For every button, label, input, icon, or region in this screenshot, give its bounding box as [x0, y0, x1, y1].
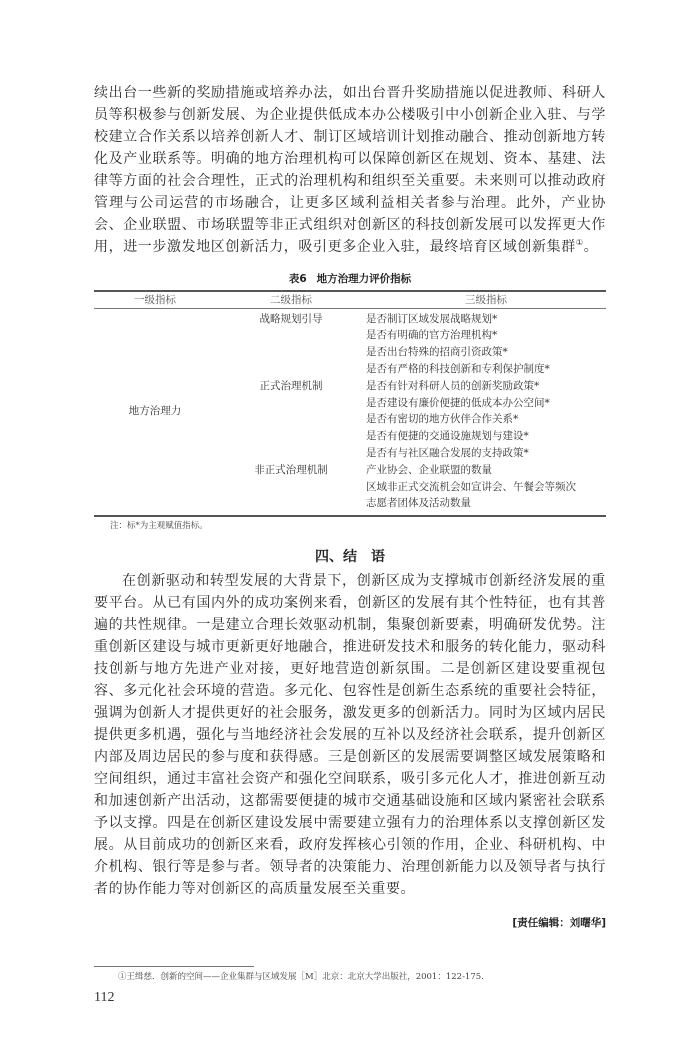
level3-cell: 是否有明确的官方治理机构*	[366, 329, 498, 342]
responsible-editor: [责任编辑：刘曙华]	[512, 916, 606, 929]
level2-cell-formal: 正式治理机制	[259, 379, 323, 392]
table-header-row	[94, 292, 606, 308]
paragraph-text: 在创新驱动和转型发展的大背景下，创新区成为支撑城市创新经济发展的重要平台。从已有国内外的成功案例来看，创新区的发展有其个性特征，也有其普遍的共性规律。一是建立合理长效驱动机制，集聚创新要素，明确研发优势。注重创新区建设与城市更新更好地融合，推进研发技术和服务的转化能力，驱动科技创新与地方先进产业对接，更好地营造创新氛围。二是创新区建设要重视包容、多元化社会环境的营造。多元化、包容性是创新生态系统的重要社会特征，强调为创新人才提供更好的社会服务，激发更多的创新活力。同时为区域内居民提供更多机遇，强化与当地经济社会发展的互补以及经济社会联系，提升创新区内部及周边居民的参与度和获得感。三是创新区的发展需要调整区域发展策略和空间组织，通过丰富社会资产和强化空间联系，吸引多元化人才，推进创新互动和加速创新产出活动，这都需要便捷的城市交通基础设施和区域内紧密社会联系予以支撑。四是在创新区建设发展中需要建立强有力的治理体系以支撑创新区发展。从目前成功的创新区来看，政府发挥核心引领的作用，企业、科研机构、中介机构、银行等是参与者。领导者的决策能力、治理创新能力以及领导者与执行者的协作能力等对创新区的高质量发展至关重要。	[94, 572, 606, 897]
table-bottom-rule	[94, 515, 606, 517]
level3-cell: 志愿者团体及活动数量	[366, 497, 471, 510]
conclusion-paragraph	[94, 570, 606, 900]
level3-cell: 是否出台特殊的招商引资政策*	[366, 346, 508, 359]
table-note: 注：标*为主观赋值指标。	[110, 520, 208, 531]
level3-cell: 是否有严格的科技创新和专利保护制度*	[366, 362, 550, 375]
body-paragraph-1	[94, 82, 606, 258]
table-body	[94, 309, 606, 516]
level3-cell: 是否制订区域发展战略规划*	[366, 312, 498, 325]
table-caption-title: 地方治理力评价指标	[316, 273, 412, 285]
page-number: 112	[94, 989, 115, 1005]
level2-cell-strategy: 战略规划引导	[259, 312, 323, 325]
header-level-2: 二级指标	[270, 293, 312, 306]
section-heading: 四、结 语	[315, 548, 385, 565]
level3-cell: 是否有密切的地方伙伴合作关系*	[366, 413, 519, 426]
table-caption-number: 表6	[288, 273, 307, 285]
level3-cell: 是否有便捷的交通设施规划与建设*	[366, 430, 529, 443]
table-caption	[94, 272, 606, 286]
level3-cell: 区域非正式交流机会如宣讲会、午餐会等频次	[366, 480, 576, 493]
level3-cell: 是否有与社区融合发展的支持政策*	[366, 446, 529, 459]
footnote: ①王缉慈．创新的空间——企业集群与区域发展［M］北京：北京大学出版社，2001：122-175.	[118, 971, 484, 982]
governance-indicator-table	[94, 290, 606, 517]
paragraph-end: 。	[583, 239, 599, 255]
level3-cell: 是否建设有廉价便捷的低成本办公空间*	[366, 396, 550, 409]
footnote-separator	[94, 966, 254, 967]
level3-cell: 是否有针对科研人员的创新奖励政策*	[366, 379, 540, 392]
footnote-reference[interactable]: ①	[575, 238, 584, 247]
paragraph-text: 续出台一些新的奖励措施或培养办法，如出台晋升奖励措施以促进教师、科研人员等积极参与创新发展、为企业提供低成本办公楼吸引中小创新企业入驻、与学校建立合作关系以培养创新人才、制订区域培训计划推动融合、推动创新地方转化及产业联系等。明确的地方治理机构可以保障创新区在规划、资本、基建、法律等方面的社会合理性，正式的治理机构和组织至关重要。未来则可以推动政府管理与公司运营的市场融合，让更多区域利益相关者参与治理。此外，产业协会、企业联盟、市场联盟等非正式组织对创新区的科技创新发展可以发挥更大作用，进一步激发地区创新活力，吸引更多企业入驻，最终培育区域创新集群	[94, 85, 606, 255]
level3-cell: 产业协会、企业联盟的数量	[366, 463, 492, 476]
header-level-1: 一级指标	[134, 293, 176, 306]
header-level-3: 三级指标	[465, 293, 507, 306]
level1-cell: 地方治理力	[128, 404, 182, 417]
level2-cell-informal: 非正式治理机制	[254, 463, 328, 476]
